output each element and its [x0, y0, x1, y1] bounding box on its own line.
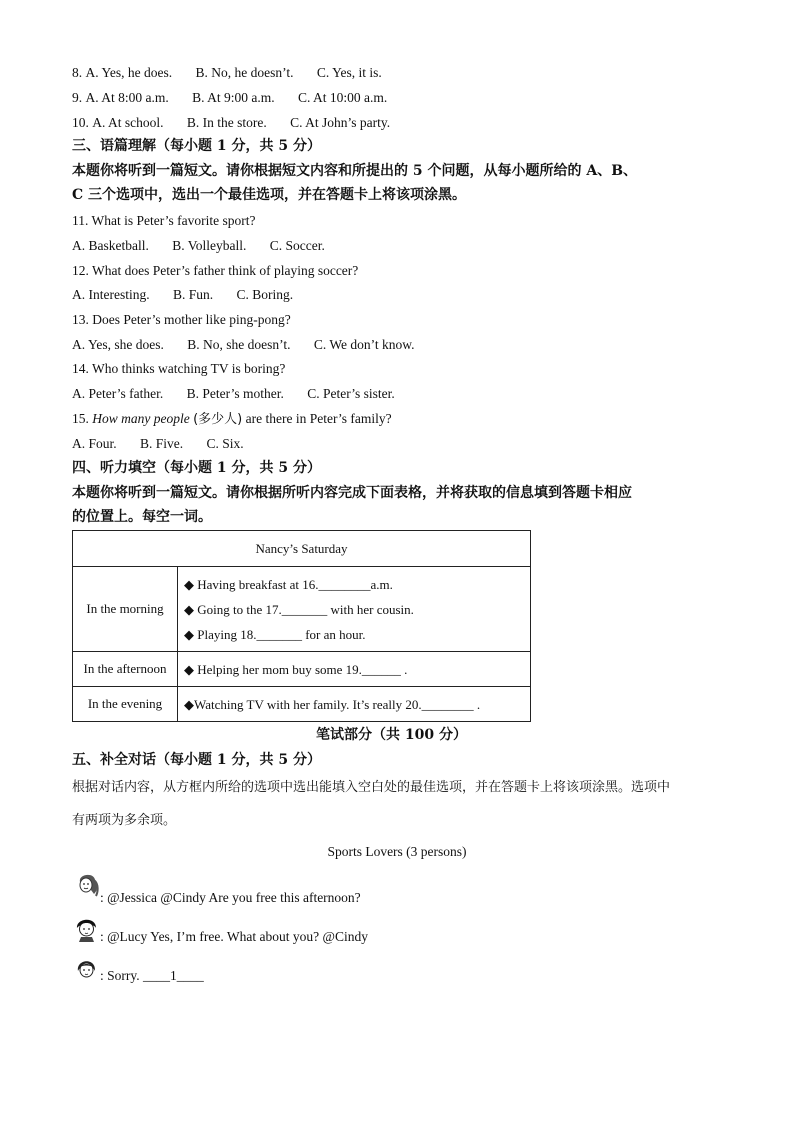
table-row	[73, 567, 531, 652]
question-14-options	[72, 385, 395, 403]
italic-phrase: How many people	[92, 411, 190, 426]
option-a: A. Four.	[72, 436, 117, 451]
option-a: A. At school.	[92, 115, 164, 130]
option-b: B. Fun.	[172, 287, 214, 302]
chat-title: Sports Lovers (3 persons)	[327, 844, 467, 859]
table-item: ◆ Playing 18._______ for an hour.	[184, 626, 366, 642]
table-item: ◆ Helping her mom buy some 19.______ .	[184, 661, 408, 677]
chinese-gloss: (多少人)	[193, 412, 243, 427]
option-c: C. Six.	[206, 436, 244, 451]
question-15-options	[72, 435, 244, 453]
table-caption: Nancy’s Saturday	[73, 531, 531, 567]
row-label-afternoon: In the afternoon	[73, 652, 178, 687]
option-c: C. Boring.	[236, 287, 294, 302]
question-9	[72, 89, 387, 107]
section3-heading: 三、语篇理解（每小题 1 分，共 5 分）	[72, 138, 321, 154]
option-b: B. In the store.	[186, 115, 267, 130]
option-a: A. Yes, he does.	[85, 65, 173, 80]
question-number: 9.	[72, 90, 83, 105]
question-10	[72, 114, 390, 132]
question-text: are there in Peter’s family?	[245, 411, 392, 426]
option-c: C. At 10:00 a.m.	[298, 90, 388, 105]
question-number: 15.	[72, 411, 89, 426]
option-a: A. Basketball.	[72, 238, 149, 253]
chat-message-3: : Sorry. ____1____	[100, 968, 204, 983]
option-b: B. Peter’s mother.	[186, 386, 284, 401]
row-items-morning	[178, 567, 531, 652]
question-8	[72, 64, 382, 82]
row-items-afternoon	[178, 652, 531, 687]
option-a: A. Interesting.	[72, 287, 150, 302]
girl-ponytail-avatar-icon	[74, 870, 100, 898]
option-b: B. Volleyball.	[172, 238, 247, 253]
section4-instruction-2: 的位置上。每空一词。	[72, 509, 212, 525]
table-item: ◆ Having breakfast at 16.________a.m.	[184, 576, 393, 592]
row-label-evening: In the evening	[73, 687, 178, 722]
option-c: C. Soccer.	[269, 238, 325, 253]
question-number: 8.	[72, 65, 83, 80]
option-a: A. Peter’s father.	[72, 386, 164, 401]
chat-message-2: : @Lucy Yes, I’m free. What about you? @Cindy	[100, 929, 368, 944]
option-a: A. Yes, she does.	[72, 337, 164, 352]
question-11-stem: 11. What is Peter’s favorite sport?	[72, 213, 256, 228]
question-11-options	[72, 237, 325, 255]
question-13-stem: 13. Does Peter’s mother like ping-pong?	[72, 312, 291, 327]
question-13-options	[72, 336, 415, 354]
option-c: C. Peter’s sister.	[307, 386, 395, 401]
section3-instruction-1: 本题你将听到一篇短文。请你根据短文内容和所提出的 5 个问题，从每小题所给的 A、B、	[72, 163, 638, 179]
row-items-evening	[178, 687, 531, 722]
option-b: B. No, she doesn’t.	[187, 337, 291, 352]
table-row	[73, 652, 531, 687]
table-caption-row	[73, 531, 531, 567]
girl-avatar-icon	[74, 955, 100, 983]
section3-instruction-2: C 三个选项中，选出一个最佳选项，并在答题卡上将该项涂黑。	[72, 187, 467, 203]
section4-heading: 四、听力填空（每小题 1 分，共 5 分）	[72, 460, 321, 476]
boy-avatar-icon	[74, 914, 100, 942]
nancy-saturday-table	[72, 530, 531, 722]
option-b: B. Five.	[140, 436, 184, 451]
written-part-title: 笔试部分（共 100 分）	[316, 727, 467, 743]
option-c: C. Yes, it is.	[316, 65, 382, 80]
row-label-morning: In the morning	[73, 567, 178, 652]
question-15-stem	[72, 410, 392, 429]
option-a: A. At 8:00 a.m.	[85, 90, 169, 105]
section5-instruction-1: 根据对话内容，从方框内所给的选项中选出能填入空白处的最佳选项，并在答题卡上将该项涂黑。选项中	[72, 780, 671, 795]
section5-instruction-2: 有两项为多余项。	[72, 813, 177, 828]
question-12-options	[72, 286, 293, 304]
question-14-stem: 14. Who thinks watching TV is boring?	[72, 361, 286, 376]
option-b: B. No, he doesn’t.	[195, 65, 294, 80]
section4-instruction-1: 本题你将听到一篇短文。请你根据所听内容完成下面表格，并将获取的信息填到答题卡相应	[72, 485, 632, 501]
option-c: C. At John’s party.	[290, 115, 391, 130]
table-row	[73, 687, 531, 722]
chat-message-1: : @Jessica @Cindy Are you free this afternoon?	[100, 890, 361, 905]
table-item: ◆ Going to the 17._______ with her cousin.	[184, 601, 414, 617]
option-b: B. At 9:00 a.m.	[192, 90, 275, 105]
table-item: ◆Watching TV with her family. It’s really 20.________ .	[184, 696, 481, 712]
option-c: C. We don’t know.	[313, 337, 415, 352]
question-number: 10.	[72, 115, 89, 130]
question-12-stem: 12. What does Peter’s father think of playing soccer?	[72, 263, 359, 278]
section5-heading: 五、补全对话（每小题 1 分，共 5 分）	[72, 752, 321, 768]
